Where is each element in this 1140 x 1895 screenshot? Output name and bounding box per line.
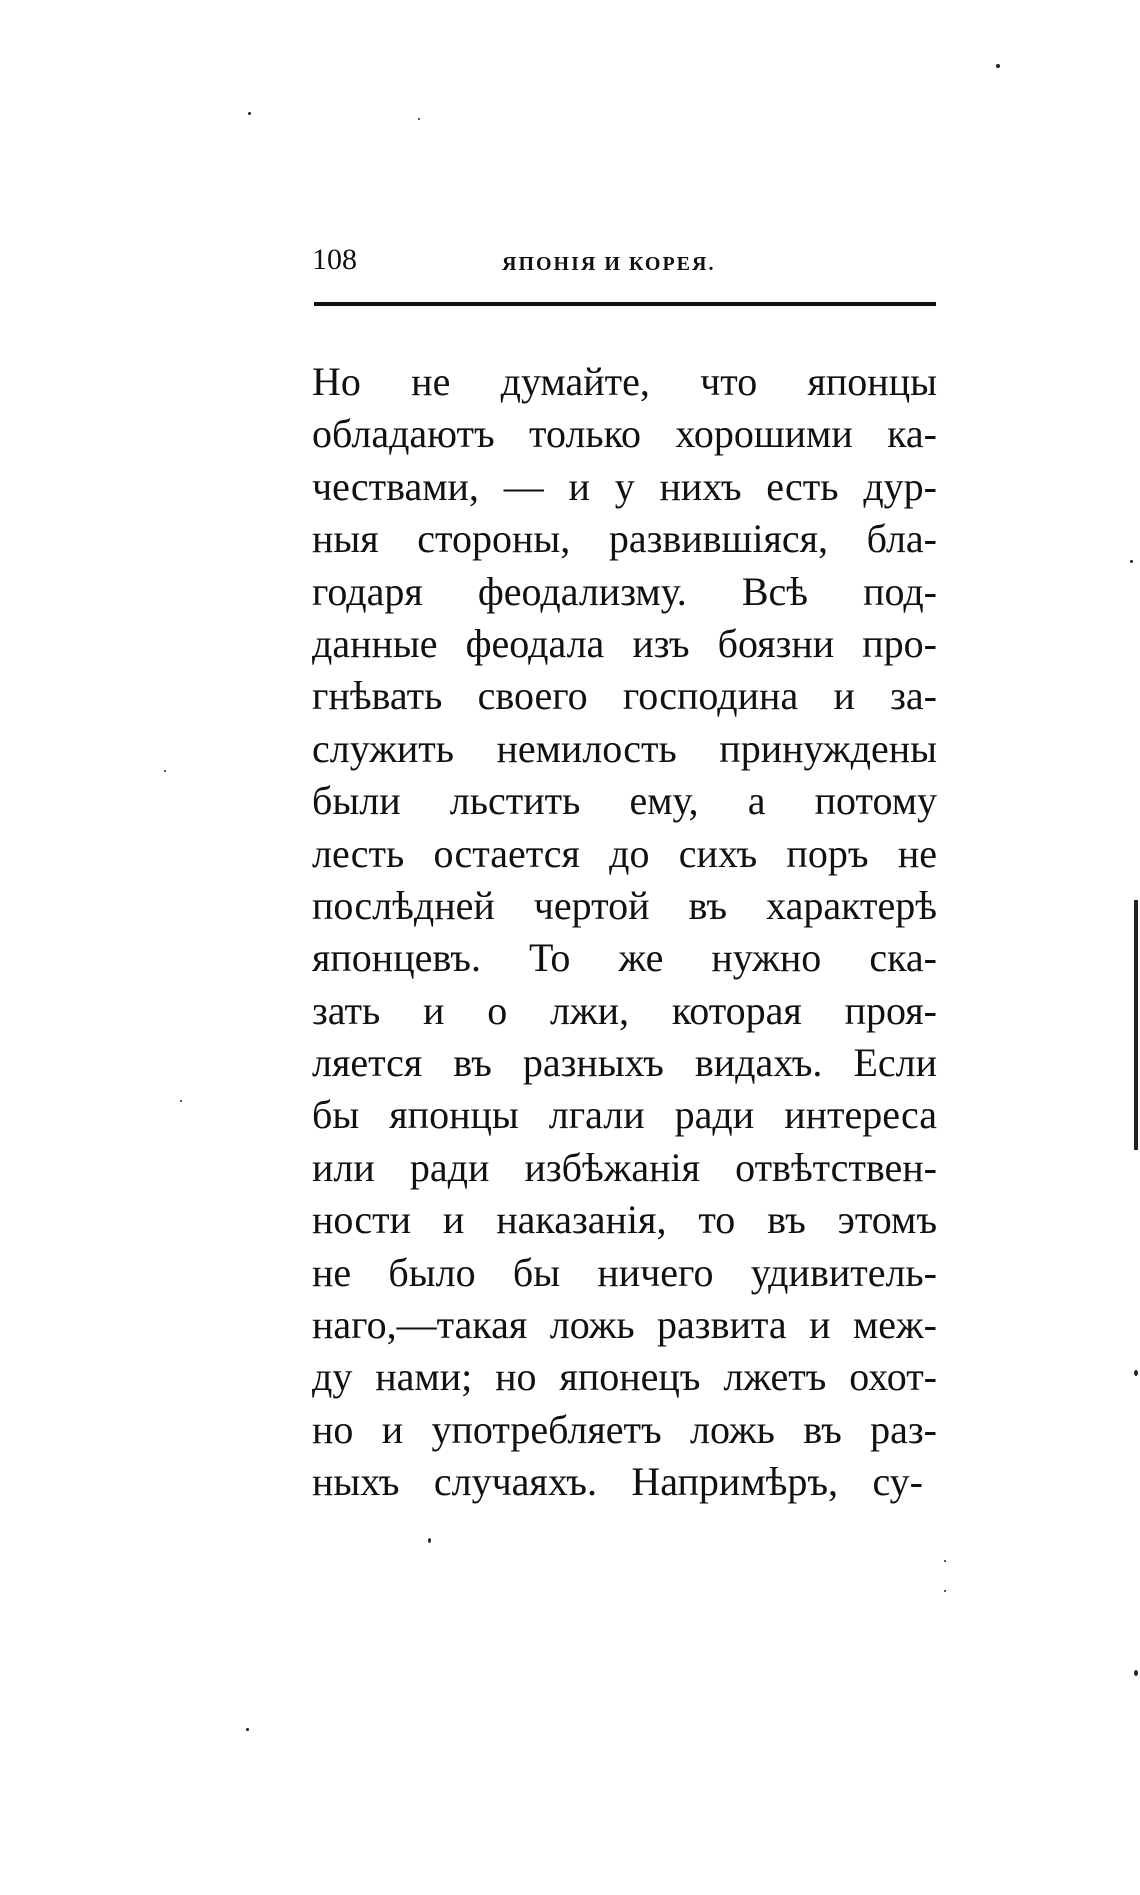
scan-speck	[996, 64, 1000, 68]
text-line: зать и о лжи, которая проя-	[312, 987, 937, 1033]
text-line: чествами, — и у нихъ есть дур-	[312, 463, 937, 509]
text-line: были льстить ему, а потому	[312, 778, 937, 824]
text-line: обладаютъ только хорошими ка-	[312, 411, 937, 457]
text-line: наго,—такая ложь развита и меж-	[312, 1302, 937, 1348]
text-line: ности и наказанія, то въ этомъ	[312, 1197, 937, 1243]
body-text	[312, 356, 937, 1509]
text-line: годаря феодализму. Всѣ под-	[312, 568, 937, 614]
text-line: но и употребляетъ ложь въ раз-	[312, 1406, 937, 1452]
scan-speck	[164, 770, 166, 772]
text-line: или ради избѣжанія отвѣтствен-	[312, 1144, 937, 1190]
text-line: ду нами; но японецъ лжетъ охот-	[312, 1354, 937, 1400]
header-rule	[314, 302, 936, 306]
page-header	[312, 240, 937, 280]
text-line: ляется въ разныхъ видахъ. Если	[312, 1040, 937, 1086]
scan-speck	[1134, 1670, 1138, 1676]
scan-speck	[248, 112, 251, 115]
text-line: данные феодала изъ боязни про-	[312, 620, 937, 666]
text-line: Но не думайте, что японцы	[312, 359, 937, 404]
text-line: лесть остается до сихъ поръ не	[312, 830, 937, 876]
text-line: служить немилость принуждены	[312, 725, 937, 771]
scan-speck	[246, 1728, 249, 1731]
scan-speck	[944, 1560, 946, 1562]
scan-speck	[418, 118, 420, 120]
text-line: ныя стороны, развившіяся, бла-	[312, 516, 937, 562]
scan-speck	[1130, 560, 1133, 563]
scan-edge	[1134, 900, 1138, 1150]
scan-speck	[180, 1100, 182, 1102]
scan-speck	[428, 1538, 431, 1543]
text-line: послѣдней чертой въ характерѣ	[312, 882, 937, 928]
text-line: бы японцы лгали ради интереса	[312, 1092, 937, 1138]
text-line: ныхъ случаяхъ. Напримѣръ, су-	[312, 1459, 923, 1505]
text-line: японцевъ. То же нужно ска-	[312, 935, 937, 981]
page-number: 108	[312, 243, 357, 276]
running-title: ЯПОНІЯ И КОРЕЯ.	[502, 253, 716, 275]
scan-speck	[1134, 1370, 1138, 1376]
text-line: гнѣвать своего господина и за-	[312, 673, 937, 719]
text-line: не было бы ничего удивитель-	[312, 1249, 937, 1295]
scan-speck	[944, 1590, 946, 1592]
